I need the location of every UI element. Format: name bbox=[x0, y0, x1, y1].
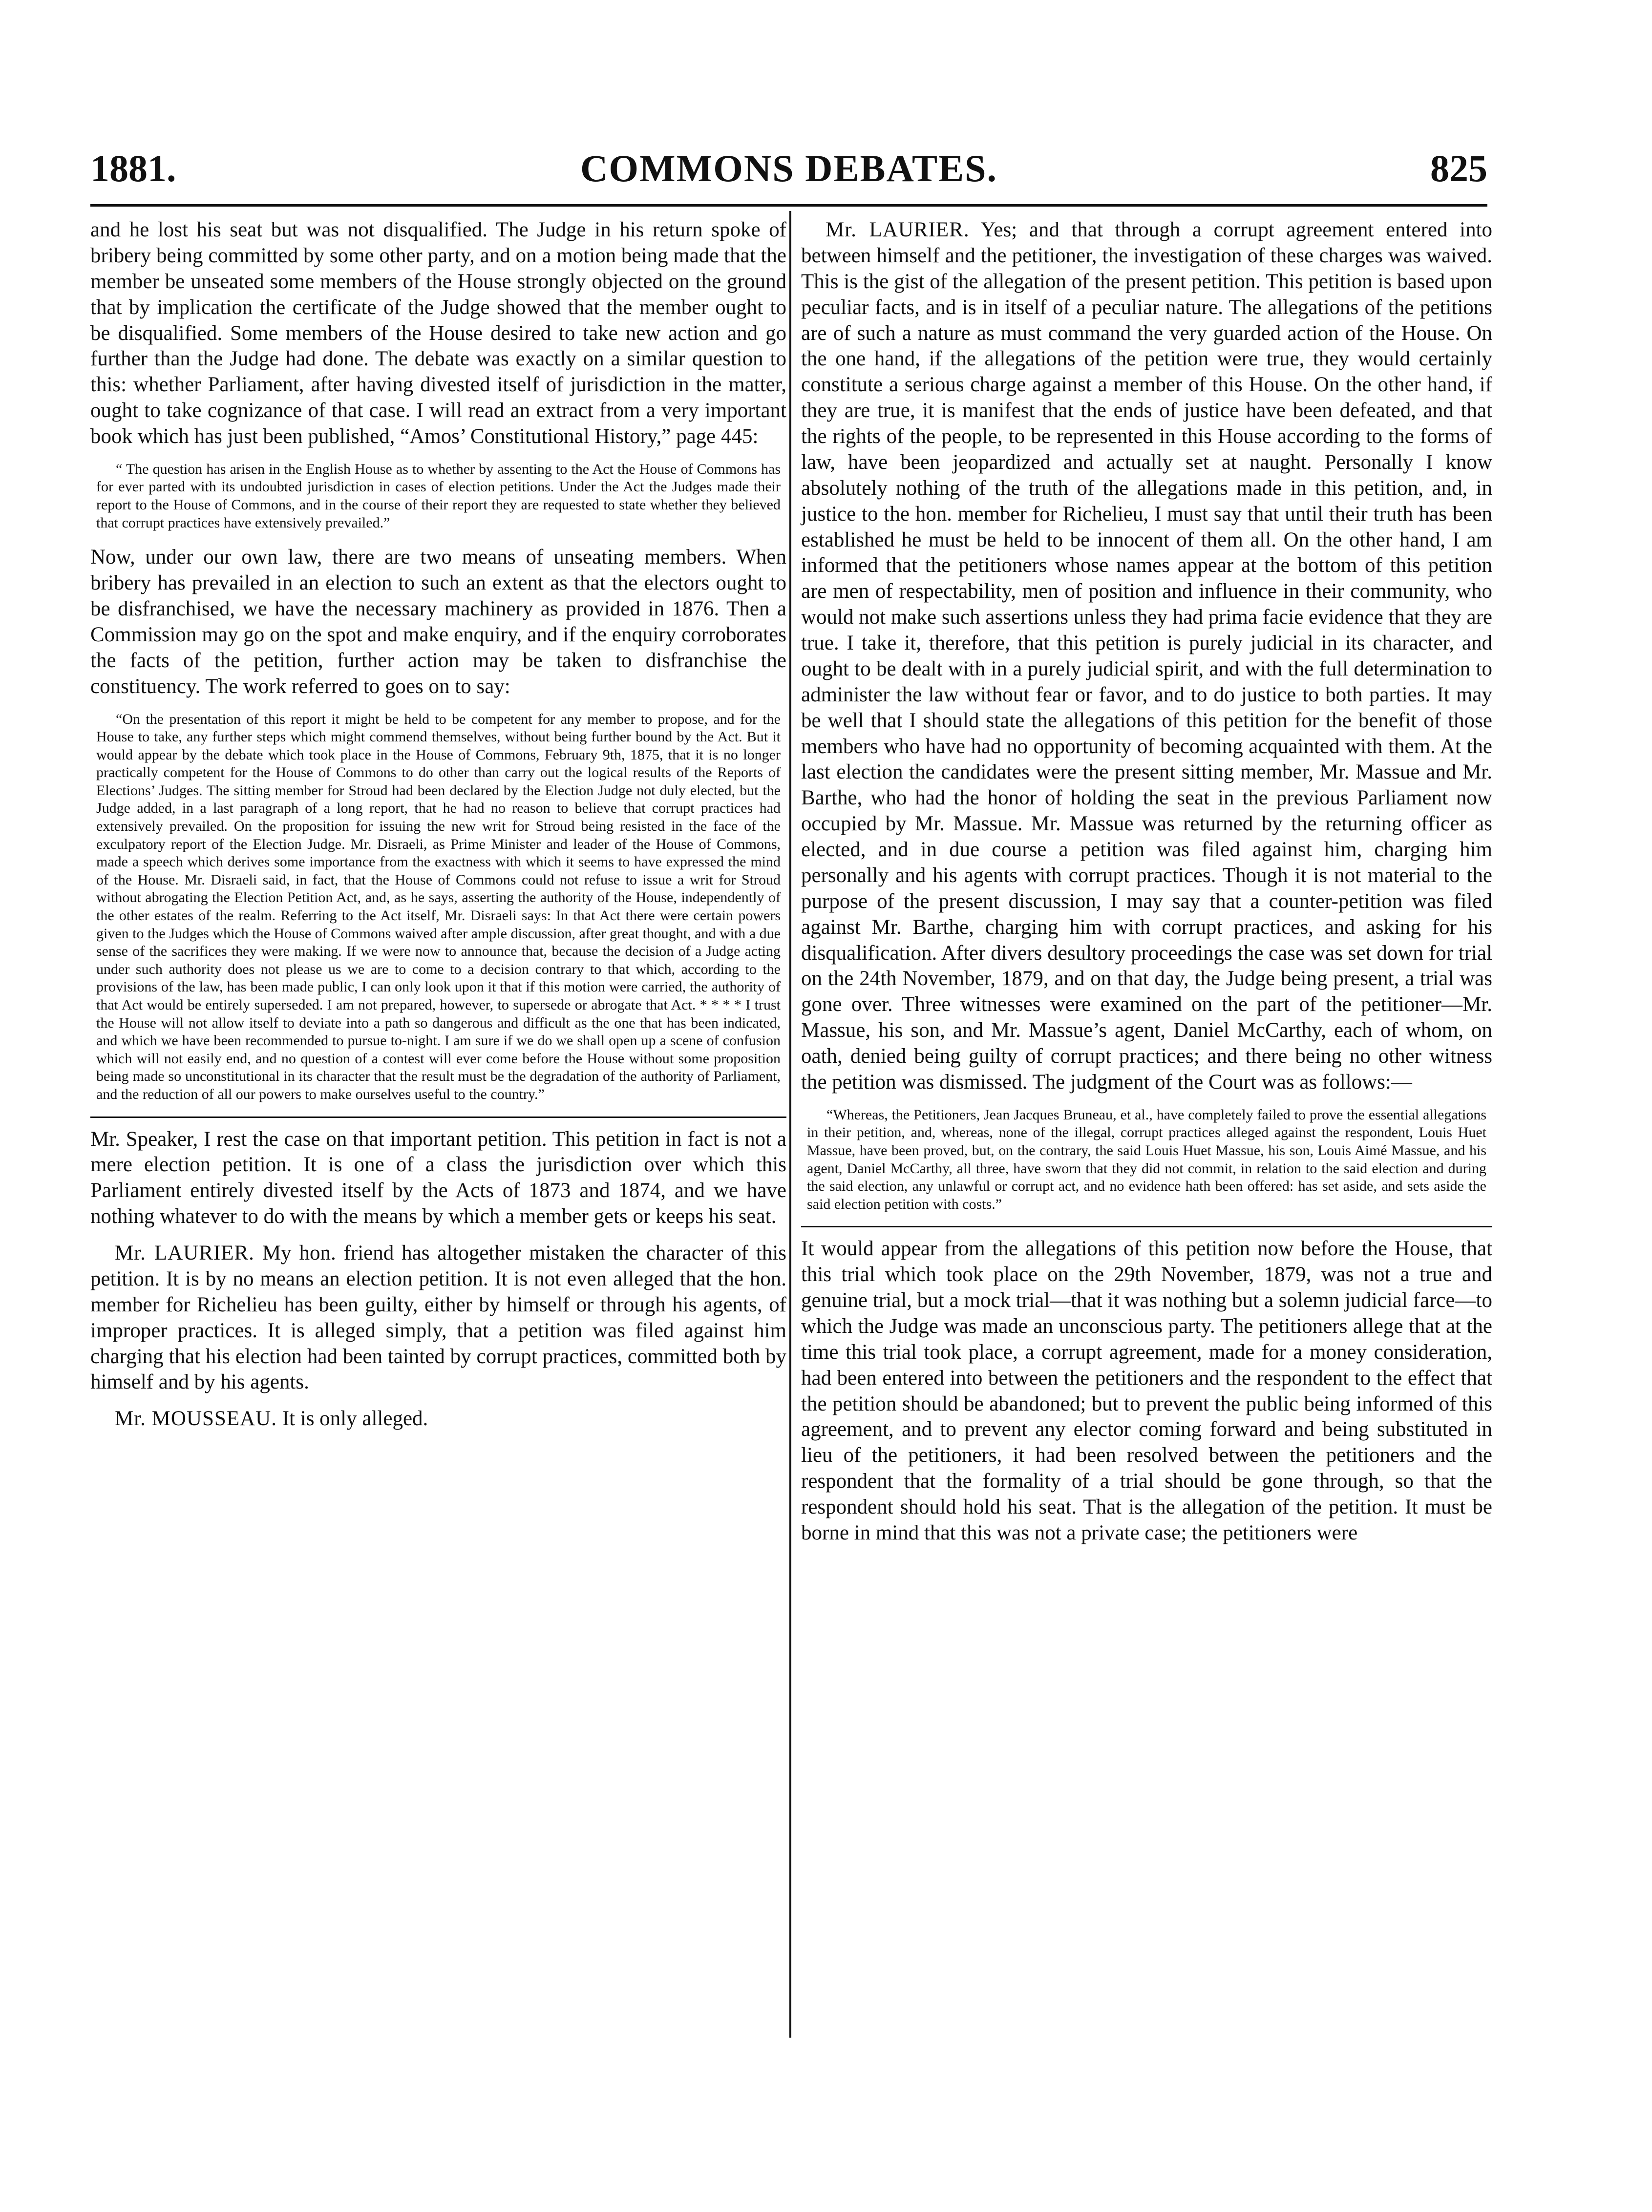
column-divider bbox=[789, 211, 791, 2038]
speech-text: My hon. friend has altogether mistaken the character of this petition. It is by no means an election petition. It is not even alleged that the hon. member for Richelieu has been guilty, either by himself or through his agents, of improper practices. It is alleged simply, that a petition was filed against him charging that his election had been tainted by corrupt practices, committed both by himself and by his agents. bbox=[90, 1242, 787, 1394]
divider bbox=[801, 1226, 1492, 1227]
block-quote: “On the presentation of this report it might be held to be competent for any member to propose, and for the House to take, any further steps which might commend themselves, without being further bound by the Act. But it would appear by the debate which took place in the House of Commons, February 9th, 1875, that it is no longer practically competent for the House of Commons to do other than carry out the logical results of the Reports of Elections’ Judges. The sitting member for Stroud had been declared by the Election Judge not duly elected, but the Judge added, in a last paragraph of a long report, that he had no reason to believe that corrupt practices had extensively prevailed. On the proposition for issuing the new writ for Stroud being resisted in the face of the exculpatory report of the Election Judge. Mr. Disraeli, as Prime Minister and leader of the House of Commons, made a speech which derives some importance from the exactness with which it seems to have expressed the mind of the House. Mr. Disraeli said, in fact, that the House of Commons could not refuse to issue a writ for Stroud without abrogating the Election Petition Act, and, as he says, asserting the authority of the House, independently of the other estates of the realm. Referring to the Act itself, Mr. Disraeli says: In that Act there were certain powers given to the Judges which the House of Commons waived after ample discussion, after great thought, and with a due sense of the sacrifices they were making. If we were now to announce that, because the decision of a Judge acting under such authority does not please us we are to come to a decision contrary to that which, according to the provisions of the law, has been made public, I can only look upon it that if this motion were carried, the authority of that Act would be entirely superseded. I am not prepared, however, to supersede or abrogate that Act. * * * * I trust the House will not allow itself to deviate into a path so dangerous and difficult as the one that has been indicated, and which we have been recommended to pursue to-night. I am sure if we do we shall open up a scene of confusion which will not easily end, and no question of a contest will ever come before the House without some proposition being made so unconstitutional in its character that the result must be the degradation of the authority of Parliament, and the reduction of all our powers to make ourselves useful to the country.” bbox=[96, 711, 781, 1102]
paragraph: and he lost his seat but was not disqualified. The Judge in his return spoke of bribery being committed by some other party, and on a motion being made that the member be unseated some members of the House strongly objected on the ground that by implication the certificate of the Judge showed that the member ought to be disqualified. Some members of the House desired to take new action and go further than the Judge had done. The debate was exactly on a similar question to this: whether Parliament, after having divested itself of jurisdiction in the matter, ought to take cognizance of that case. I will read an extract from a very important book which has just been published, “Amos’ Constitutional History,” page 445: bbox=[90, 218, 786, 448]
paragraph: Mr. Speaker, I rest the case on that important petition. This petition in fact is not a mere election petition. It is one of a class the jurisdiction over which this Parliament entirely divested itself by the Acts of 1873 and 1874, and we have nothing whatever to do with the means by which a member gets or keeps his seat. bbox=[90, 1127, 786, 1228]
page-header bbox=[90, 142, 1487, 195]
block-quote: “ The question has arisen in the English House as to whether by assenting to the Act the House of Commons has for ever parted with its undoubted jurisdiction in cases of election petitions. Under the Act the Judges made their report to the House of Commons, and in the course of their report they are requested to state whether they believed that corrupt practices have extensively prevailed.” bbox=[96, 461, 781, 531]
speaker-name: Mr. MOUSSEAU. bbox=[115, 1407, 277, 1431]
paragraph: It would appear from the allegations of this petition now before the House, that this trial which took place on the 29th November, 1879, was not a true and genuine trial, but a mock trial—that it was nothing but a solemn judicial farce—to which the Judge was made an unconscious party. The petitioners allege that at the time this trial took place, a corrupt agreement, made for a money consideration, had been entered into between the petitioners and the respondent to the effect that the petition should be abandoned; but to prevent the public being informed of this agreement, and to prevent any elector coming forward and being substituted in lieu of the petitioners, it had been resolved between the petitioners and the respondent that the formality of a trial should be gone through, so that the respondent should hold his seat. That is the allegation of the petition. It must be borne in mind that this was not a private case; the petitioners were bbox=[801, 1237, 1492, 1544]
left-column bbox=[90, 217, 786, 1443]
right-column bbox=[801, 217, 1492, 1557]
speaker-name: Mr. LAURIER. bbox=[115, 1242, 254, 1265]
header-rule bbox=[90, 204, 1487, 207]
speech-text: It is only alleged. bbox=[282, 1407, 428, 1431]
paragraph: Now, under our own law, there are two means of unseating members. When bribery has prevailed in an election to such an extent as that the electors ought to be disfranchised, we have the necessary machinery as provided in 1876. Then a Commission may go on the spot and make enquiry, and if the enquiry corroborates the facts of the petition, further action may be taken to disfranchise the constituency. The work referred to goes on to say: bbox=[90, 546, 786, 698]
header-page-number: 825 bbox=[1430, 147, 1487, 190]
speaker-name: Mr. LAURIER. bbox=[826, 218, 970, 241]
speech-paragraph bbox=[801, 217, 1492, 1095]
speech-paragraph bbox=[90, 1241, 786, 1395]
header-year: 1881. bbox=[90, 147, 176, 190]
speech-paragraph bbox=[90, 1406, 786, 1432]
header-title: COMMONS DEBATES. bbox=[580, 147, 997, 190]
speech-text: Yes; and that through a corrupt agreement entered into between himself and the petitioner, the investigation of these charges was waived. This is the gist of the allegation of the present petition. This petition is based upon peculiar facts, and is in itself of a peculiar nature. The allegations of the petitions are of such a nature as must command the very guarded action of the House. On the one hand, if the allegations of the petition were true, they would certainly constitute a serious charge against a member of this House. On the other hand, if they are true, it is manifest that the ends of justice have been defeated, and that the rights of the people, to be represented in this House according to the forms of law, have been jeopardized and actually set at naught. Personally I know absolutely nothing of the truth of the allegations made in this petition, and, in justice to the hon. member for Richelieu, I must say that until their truth has been established he must be held to be innocent of them all. On the other hand, I am informed that the petitioners whose names appear at the bottom of this petition are men of respectability, men of position and influence in their community, who would not make such assertions unless they had prima facie evidence that they are true. I take it, therefore, that this petition is purely judicial in its character, and ought to be dealt with in a purely judicial spirit, and with the full determination to administer the law without fear or favor, and to do justice to both parties. It may be well that I should state the allegations of this petition for the benefit of those members who have had no opportunity of becoming acquainted with them. At the last election the candidates were the present sitting member, Mr. Massue and Mr. Barthe, who had the honor of holding the seat in the previous Parliament now occupied by Mr. Massue. Mr. Massue was returned by the returning officer as elected, and in due course a petition was filed against him, charging him personally and his agents with corrupt practices. Though it is not material to the purpose of the present discussion, I may say that a counter-petition was filed against Mr. Barthe, charging him with corrupt practices, and asking for his disqualification. After divers desultory proceedings the case was set down for trial on the 24th November, 1879, and on that day, the Judge being present, a trial was gone over. Three witnesses were examined on the part of the petitioner—Mr. Massue, his son, and Mr. Massue’s agent, Daniel McCarthy, each of whom, on oath, denied being guilty of corrupt practices; and there being no other witness the petition was dismissed. The judgment of the Court was as follows:— bbox=[801, 218, 1493, 1094]
block-quote: “Whereas, the Petitioners, Jean Jacques Bruneau, et al., have completely failed to prove the essential allegations in their petition, and, whereas, none of the illegal, corrupt practices alleged against the respondent, Louis Huet Massue, have been proved, but, on the contrary, the said Louis Huet Massue, his son, Louis Aimé Massue, and his agent, Daniel McCarthy, all three, have sworn that they did not commit, in relation to the said election and during the said election, any unlawful or corrupt act, and no evidence hath been offered: has set aside, and sets aside the said election petition with costs.” bbox=[807, 1106, 1486, 1212]
divider bbox=[90, 1117, 786, 1118]
